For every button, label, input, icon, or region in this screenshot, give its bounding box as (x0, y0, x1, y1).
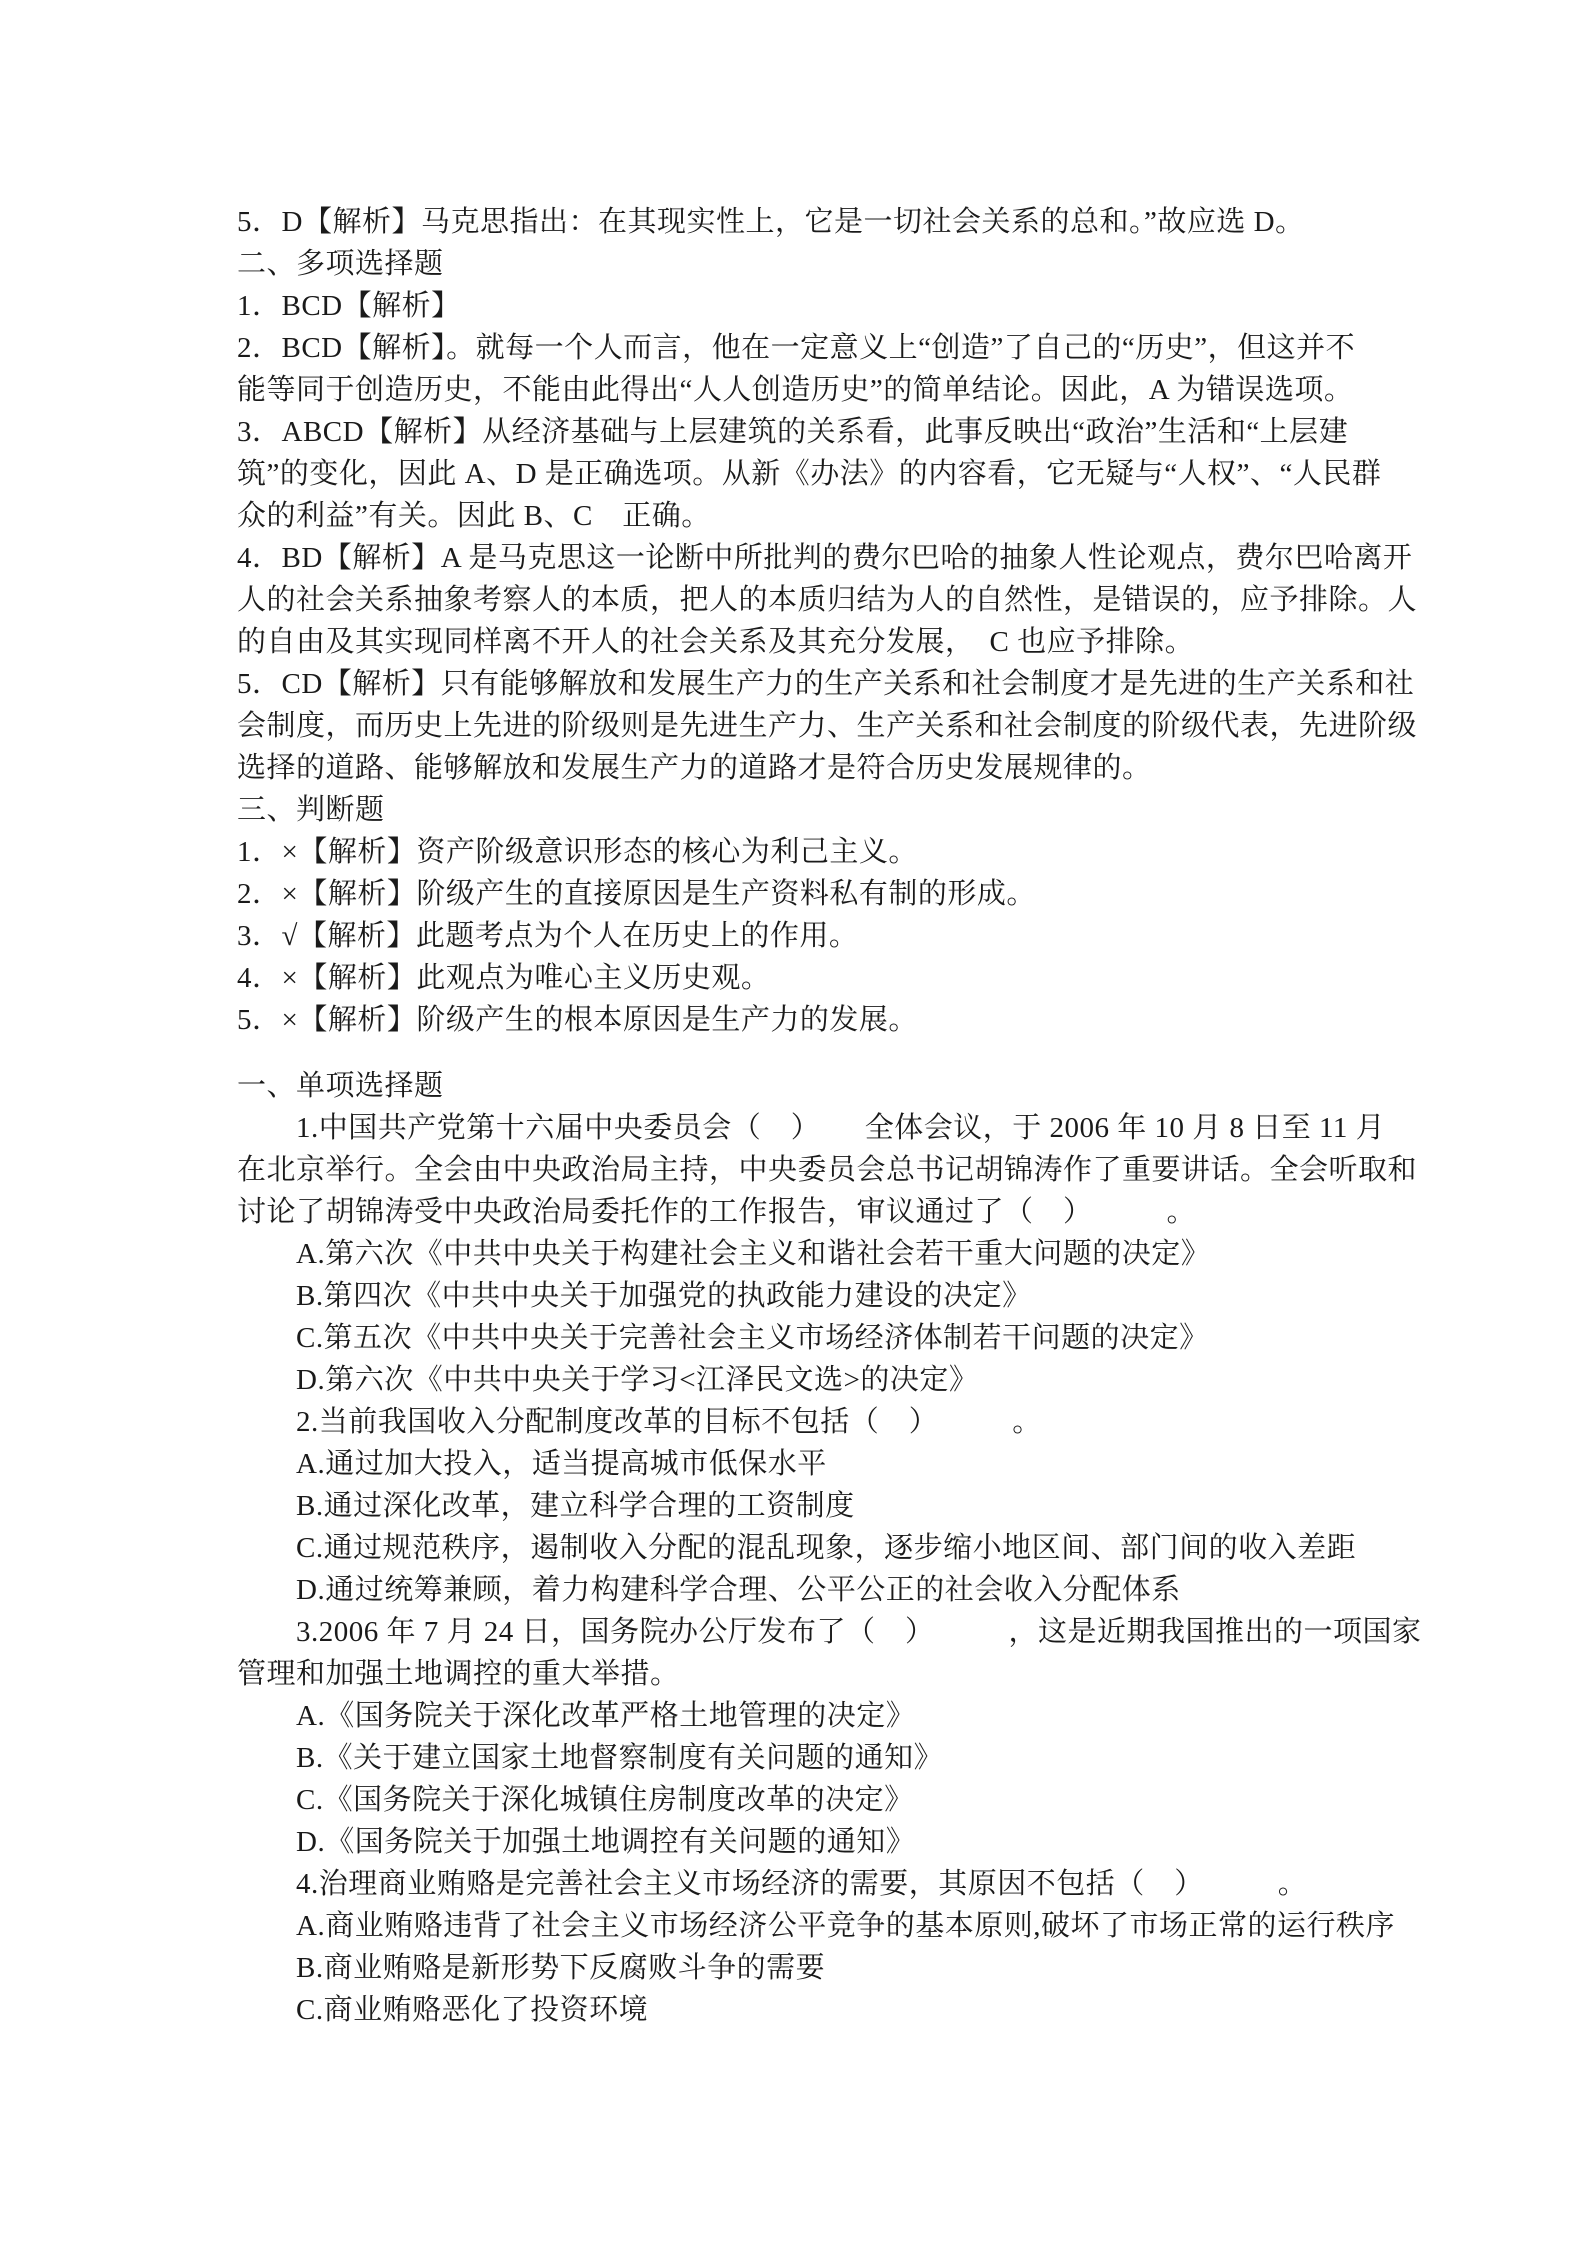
text-line: D.《国务院关于加强土地调控有关问题的通知》 (237, 1826, 916, 1858)
text-line: 三、判断题 (237, 794, 385, 826)
text-line: C.《国务院关于深化城镇住房制度改革的决定》 (237, 1784, 914, 1816)
answer-key-section (237, 201, 1418, 1041)
text-line: C.第五次《中共中央关于完善社会主义市场经济体制若干问题的决定》 (237, 1322, 1209, 1354)
text-line: 人的社会关系抽象考察人的本质，把人的本质归结为人的自然性，是错误的，应予排除。人 (237, 584, 1418, 616)
text-line: 能等同于创造历史，不能由此得出“人人创造历史”的简单结论。因此，A 为错误选项。 (237, 374, 1354, 406)
section-divider-gap (237, 1041, 1359, 1065)
text-line: 在北京举行。全会由中央政治局主持，中央委员会总书记胡锦涛作了重要讲话。全会听取和 (237, 1154, 1418, 1186)
text-line: A.第六次《中共中央关于构建社会主义和谐社会若干重大问题的决定》 (237, 1238, 1211, 1270)
text-line: 1.中国共产党第十六届中央委员会（ ） 全体会议，于 2006 年 10 月 8 日至 11 月 (237, 1112, 1386, 1144)
text-line: 二、多项选择题 (237, 248, 444, 280)
text-line: 4．×【解析】此观点为唯心主义历史观。 (237, 962, 771, 994)
text-line: 1．BCD【解析】 (237, 290, 461, 322)
text-line: 2.当前我国收入分配制度改革的目标不包括（ ） 。 (237, 1406, 1042, 1438)
text-line: 众的利益”有关。因此 B、C 正确。 (237, 500, 711, 532)
text-line: 筑”的变化，因此 A、D 是正确选项。从新《办法》的内容看，它无疑与“人权”、“人民群 (237, 458, 1382, 490)
text-line: B.《关于建立国家土地督察制度有关问题的通知》 (237, 1742, 944, 1774)
text-line: 管理和加强土地调控的重大举措。 (237, 1658, 680, 1690)
text-line: D.通过统筹兼顾，着力构建科学合理、公平公正的社会收入分配体系 (237, 1574, 1181, 1606)
text-line: 选择的道路、能够解放和发展生产力的道路才是符合历史发展规律的。 (237, 752, 1152, 784)
text-line: B.商业贿赂是新形势下反腐败斗争的需要 (237, 1952, 826, 1984)
text-line: 一、单项选择题 (237, 1070, 444, 1102)
text-line: 5．CD【解析】只有能够解放和发展生产力的生产关系和社会制度才是先进的生产关系和社 (237, 668, 1415, 700)
text-line: C.通过规范秩序，遏制收入分配的混乱现象，逐步缩小地区间、部门间的收入差距 (237, 1532, 1357, 1564)
text-line: A.商业贿赂违背了社会主义市场经济公平竞争的基本原则,破坏了市场正常的运行秩序 (237, 1910, 1395, 1942)
text-line: 3.2006 年 7 月 24 日，国务院办公厅发布了（ ） ，这是近期我国推出的一项国家 (237, 1616, 1422, 1648)
text-line: 会制度，而历史上先进的阶级则是先进生产力、生产关系和社会制度的阶级代表，先进阶级 (237, 710, 1418, 742)
text-line: 2．×【解析】阶级产生的直接原因是生产资料私有制的形成。 (237, 878, 1036, 910)
text-line: A.通过加大投入，适当提高城市低保水平 (237, 1448, 827, 1480)
text-line: 4．BD【解析】A 是马克思这一论断中所批判的费尔巴哈的抽象人性论观点，费尔巴哈离开 (237, 542, 1413, 574)
text-line: 3．ABCD【解析】从经济基础与上层建筑的关系看，此事反映出“政治”生活和“上层建 (237, 416, 1349, 448)
text-line: 2．BCD【解析】。就每一个人而言，他在一定意义上“创造”了自己的“历史”，但这并不 (237, 332, 1356, 364)
text-line: C.商业贿赂恶化了投资环境 (237, 1994, 649, 2026)
text-line: D.第六次《中共中央关于学习<江泽民文选>的决定》 (237, 1364, 979, 1396)
text-line: 4.治理商业贿赂是完善社会主义市场经济的需要，其原因不包括（ ） 。 (237, 1868, 1308, 1900)
single-choice-questions-section (237, 1065, 1422, 2031)
text-line: 5．D【解析】马克思指出：在其现实性上，它是一切社会关系的总和。”故应选 D。 (237, 206, 1305, 238)
text-line: B.第四次《中共中央关于加强党的执政能力建设的决定》 (237, 1280, 1032, 1312)
text-line: 1．×【解析】资产阶级意识形态的核心为利己主义。 (237, 836, 918, 868)
text-line: 的自由及其实现同样离不开人的社会关系及其充分发展， C 也应予排除。 (237, 626, 1195, 658)
document-text-block (237, 201, 1422, 2031)
text-line: B.通过深化改革，建立科学合理的工资制度 (237, 1490, 855, 1522)
text-line: 5．×【解析】阶级产生的根本原因是生产力的发展。 (237, 1004, 918, 1036)
text-line: 讨论了胡锦涛受中央政治局委托作的工作报告，审议通过了（ ） 。 (237, 1196, 1197, 1228)
text-line: A.《国务院关于深化改革严格土地管理的决定》 (237, 1700, 916, 1732)
text-line: 3．√【解析】此题考点为个人在历史上的作用。 (237, 920, 859, 952)
